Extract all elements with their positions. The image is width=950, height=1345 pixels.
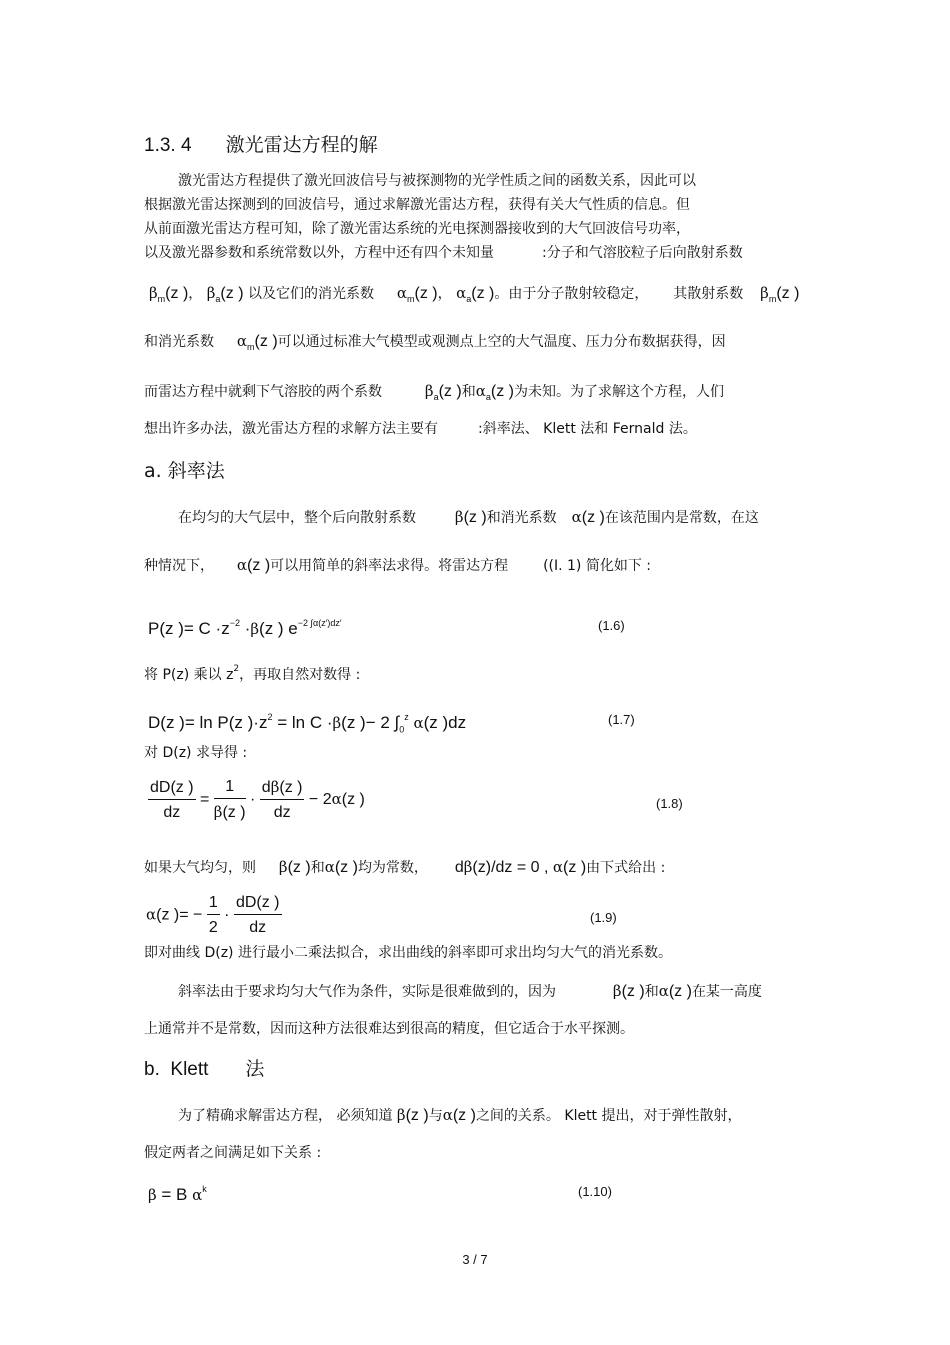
alpha-a-z-2: $\alpha_a(z$ ): [475, 382, 514, 403]
klett-heading: b. Klett 法: [144, 1059, 265, 1080]
intro-line-7b: 和: [461, 384, 476, 400]
slope-line-8: 上通常并不是常数，因而这种方法很难达到很高的精度，但它适合于水平探测。: [144, 1021, 634, 1037]
slope-line-3: 将 P(z) 乘以 $z^2$，再取自然对数得 :: [144, 664, 361, 683]
beta-a-z-2: $\beta_a(z$ ): [424, 382, 462, 403]
section-title: 激光雷达方程的解: [225, 134, 378, 156]
beta-z-3: β(z ): [612, 982, 645, 1000]
section-number: 1.3. 4: [144, 135, 192, 156]
slope-line-1a: 在均匀的大气层中，整个后向散射系数: [178, 510, 416, 526]
klett-line-2: 假定两者之间满足如下关系 :: [144, 1145, 322, 1161]
slope-line-2: [144, 556, 651, 575]
beta-z: β(z ): [454, 508, 487, 526]
intro-line-6b: 可以通过标准大气模型或观测点上空的大气温度、压力分布数据获得，因: [277, 334, 726, 350]
slope-line-5c: 均为常数，: [357, 860, 428, 876]
alpha-z: α(z ): [571, 508, 605, 526]
equation-1-7-number: (1.7): [608, 712, 635, 727]
slope-line-1b: 和消光系数: [486, 510, 557, 526]
slope-line-5d: 由下式给出 :: [586, 860, 666, 876]
slope-line-7a: 斜率法由于要求均匀大气作为条件，实际是很难做到的，因为: [178, 984, 556, 1000]
slope-line-1c: 在该范围内是常数，在这: [604, 510, 759, 526]
alpha-z-5: α(z ): [658, 982, 692, 1000]
equation-1-8: $\frac{dD(z )}{dz}$ = $\frac{1}{\beta(z )}$ · $\frac{d\beta(z )}{dz}$ − 2α(z ): [150, 778, 365, 821]
intro-line-7a: 而雷达方程中就剩下气溶胶的两个系数: [144, 384, 382, 400]
beta-z-2: β(z ): [278, 858, 311, 876]
alpha-z-3: α(z ): [324, 858, 358, 876]
klett-line-1b: 与: [428, 1108, 443, 1124]
slope-line-7c: 在某一高度: [691, 984, 762, 1000]
slope-line-6: 即对曲线 D(z) 进行最小二乘法拟合，求出曲线的斜率即可求出均匀大气的消光系数。: [144, 945, 672, 961]
intro-line-5b: 。由于分子散射较稳定，: [494, 286, 649, 302]
beta-z-4: β(z ): [396, 1106, 429, 1124]
intro-line-5: $\beta_m(z$ )， $\beta_a(z$ ) 以及它们的消光系数 $\alpha_m(z$ )， $\alpha_a(z$ )。由于分子散射较稳定， 其散射系数 $\beta_m(z$ ): [149, 284, 800, 305]
page-number: 3 / 7: [462, 1252, 488, 1267]
intro-line-8: [144, 420, 697, 438]
d-beta-dz-zero: dβ(z)/dz = 0 ,: [454, 858, 549, 876]
alpha-m-z-2: $\alpha_m(z$ ): [236, 332, 278, 353]
intro-line-4: [144, 244, 743, 262]
beta-m-z-2: $\beta_m(z$ ): [760, 284, 800, 305]
slope-line-7: [178, 982, 762, 1001]
intro-line-6: [144, 332, 726, 356]
slope-line-7b: 和: [644, 984, 659, 1000]
klett-line-1c: 之间的关系。 Klett 提出，对于弹性散射，: [475, 1108, 742, 1124]
alpha-z-2: α(z ): [236, 556, 271, 574]
equation-1-9: α(z )= − $\frac{1}{2}$ · $\frac{dD(z )}{dz}$: [146, 894, 280, 936]
intro-line-8a: 想出许多办法，激光雷达方程的求解方法主要有: [144, 421, 438, 437]
beta-m-z: $\beta_m(z$ ): [149, 284, 189, 305]
alpha-z-4: α(z ): [552, 858, 587, 876]
slope-line-3b: ，再取自然对数得 :: [239, 667, 361, 683]
equation-1-6: P(z )= $C \cdot z^{-2} \cdot\beta(z$ ) $e^{-2 \int\alpha(z')dz'}$: [148, 618, 342, 638]
intro-line-5c: 其散射系数: [673, 286, 744, 302]
slope-line-2a: 种情况下，: [144, 558, 214, 574]
alpha-m-z: $\alpha_m(z$ ): [396, 284, 438, 305]
intro-line-4a: 以及激光器参数和系统常数以外，方程中还有四个未知量: [144, 245, 494, 261]
slope-line-2b: 可以用简单的斜率法求得。将雷达方程: [270, 558, 509, 574]
intro-line-7: [144, 382, 724, 406]
equation-1-10: β = B $\alpha^k$: [148, 1184, 207, 1204]
intro-line-5a: 以及它们的消光系数: [247, 286, 374, 302]
slope-line-2c: ((I. 1) 简化如下 :: [543, 558, 652, 574]
slope-line-5: [144, 858, 665, 877]
alpha-z-6: α(z ): [442, 1106, 476, 1124]
klett-line-1: [178, 1106, 742, 1125]
slope-line-5b: 和: [310, 860, 325, 876]
slope-heading: a. 斜率法: [144, 460, 225, 482]
intro-line-7c: 为未知。为了求解这个方程，人们: [513, 384, 724, 400]
equation-1-8-number: (1.8): [656, 796, 683, 811]
slope-line-3a: 将 P(z) 乘以 z: [144, 667, 234, 683]
beta-a-z: $\beta_a(z$ ): [206, 284, 244, 305]
intro-line-4b: :分子和气溶胶粒子后向散射系数: [542, 245, 743, 261]
equation-1-10-number: (1.10): [578, 1184, 612, 1199]
equation-1-6-number: (1.6): [598, 618, 625, 633]
klett-line-1a: 为了精确求解雷达方程， 必须知道: [178, 1108, 393, 1124]
intro-line-6a: 和消光系数: [144, 334, 214, 350]
slope-line-5a: 如果大气均匀，则: [144, 860, 256, 876]
alpha-a-z: $\alpha_a(z$ ): [456, 284, 495, 305]
section-heading: [144, 130, 378, 157]
slope-line-4: 对 D(z) 求导得 :: [144, 745, 248, 761]
intro-line-2: 根据激光雷达探测到的回波信号，通过求解激光雷达方程，获得有关大气性质的信息。但: [144, 197, 690, 213]
slope-line-1: [178, 508, 759, 527]
intro-line-8b: :斜率法、 Klett 法和 Fernald 法。: [478, 421, 697, 437]
intro-line-3: 从前面激光雷达方程可知，除了激光雷达系统的光电探测器接收到的大气回波信号功率，: [144, 221, 690, 237]
equation-1-9-number: (1.9): [590, 910, 617, 925]
equation-1-7: D(z )= ln P(z )$\cdot z^2 = \ln C \cdot\beta(z$ )− 2 $\int_0^z$ α(z )dz: [148, 712, 467, 735]
intro-line-1: 激光雷达方程提供了激光回波信号与被探测物的光学性质之间的函数关系，因此可以: [178, 173, 696, 189]
